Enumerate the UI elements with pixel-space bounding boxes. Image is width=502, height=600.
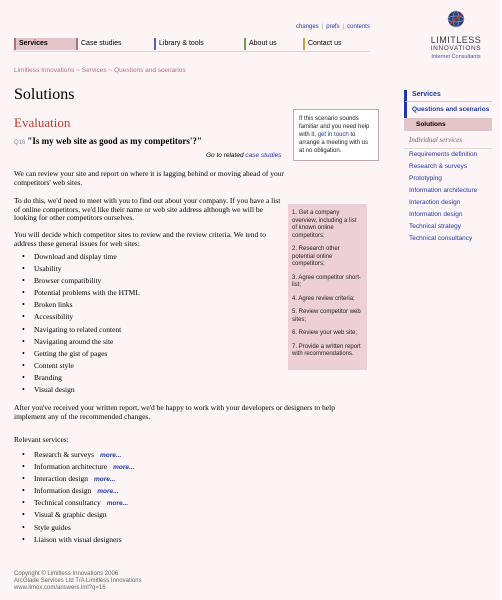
utility-links: changes | prefs | contents	[296, 24, 370, 30]
related-prefix: Go to related	[206, 152, 244, 159]
question-heading	[14, 136, 202, 146]
nav-divider	[14, 51, 370, 52]
relevant-services-heading: Relevant services:	[14, 435, 69, 444]
more-link[interactable]: more...	[97, 488, 119, 496]
footer	[14, 571, 142, 592]
contents-link[interactable]: contents	[347, 24, 370, 30]
nav-about-us[interactable]: About us	[244, 38, 303, 50]
nav-case-studies[interactable]: Case studies	[76, 38, 151, 50]
section-title: Evaluation	[14, 115, 71, 130]
more-link[interactable]: more...	[93, 476, 116, 484]
service-item: • Information design more...	[22, 485, 134, 497]
nav-services[interactable]: Services	[14, 38, 77, 50]
sidebar-item-info-architecture[interactable]: Information architecture	[409, 186, 478, 194]
sidebar-item-technical-strategy[interactable]: Technical strategy	[409, 222, 462, 230]
step-item: 2. Research other potential online competitors;	[292, 246, 340, 267]
service-item: • Interaction design more...	[22, 473, 134, 485]
more-link[interactable]: more...	[113, 464, 135, 472]
issues-list	[22, 251, 140, 396]
service-item: • Style guides	[22, 522, 134, 534]
sidebar-group-label: Individual services	[404, 131, 492, 149]
logo[interactable]	[416, 10, 496, 60]
criteria-paragraph: You will decide which competitor sites to review and the review criteria. We tend to address these general issues for web sites:	[14, 230, 266, 248]
list-item: • Visual design	[22, 384, 140, 396]
closing-paragraph: After you've received your written report, we'd be happy to work with your developers or designers to help implement any of the recommended changes.	[14, 403, 335, 421]
sidebar-item-interaction-design[interactable]: Interaction design	[409, 198, 461, 206]
step-item: 1. Get a company overview, including a list of known online competitors;	[292, 210, 357, 239]
page-url: www.limox.com/answers.lml?q=16	[14, 585, 106, 591]
sidebar-item-research[interactable]: Research & surveys	[409, 162, 468, 170]
service-item: • Research & surveys more...	[22, 449, 134, 461]
sidebar	[404, 90, 492, 245]
get-in-touch-link[interactable]: get in touch	[317, 132, 349, 138]
service-item: • Technical consultancy more...	[22, 497, 134, 509]
sidebar-item-information-design[interactable]: Information design	[409, 210, 463, 218]
more-link[interactable]: more...	[106, 500, 129, 508]
process-steps-panel	[288, 204, 367, 370]
step-item: 4. Agree review criteria;	[292, 295, 355, 302]
sidebar-item-requirements[interactable]: Requirements definition	[409, 150, 478, 158]
company-text: ArcGlade Services Ltd T/A Limitless Innovations	[14, 578, 142, 584]
list-item: • Browser compatibility	[22, 275, 140, 287]
list-item: • Content style	[22, 360, 140, 372]
globe-icon	[447, 10, 465, 28]
list-item: • Getting the gist of pages	[22, 348, 140, 360]
sidebar-heading[interactable]: Services	[404, 90, 492, 102]
more-link[interactable]: more...	[99, 452, 122, 459]
list-item: • Potential problems with the HTML	[22, 287, 140, 299]
meeting-paragraph: To do this, we'd need to meet with you to find out about your company. If you have a list of online competitors, we'd like their name or web site address although we will be looking for other competitors ourselves.	[14, 196, 281, 222]
sidebar-item-solutions[interactable]: Solutions	[404, 118, 492, 131]
breadcrumb[interactable]: Limitless Innovations ~ Services ~ Questions and scenarios	[14, 67, 186, 74]
step-item: 3. Agree competitor short-list;	[292, 274, 362, 288]
list-item: • Branding	[22, 372, 140, 384]
list-item: • Download and display time	[22, 251, 140, 263]
related-case-studies	[206, 152, 282, 159]
step-item: 5. Review competitor web sites;	[292, 309, 361, 323]
logo-name: LIMITLESS	[430, 35, 482, 45]
logo-tagline: Internet Consultants	[431, 54, 481, 60]
intro-paragraph: We can review your site and report on where it is lagging behind or moving ahead of your competitors' web sites.	[14, 169, 284, 187]
changes-link[interactable]: changes	[296, 24, 319, 30]
prefs-link[interactable]: prefs	[326, 24, 340, 30]
page-title: Solutions	[14, 86, 75, 103]
step-item: 6. Review your web site;	[292, 330, 358, 336]
callout-text: If this scenario sounds familiar and you need help with it,	[299, 116, 370, 138]
sidebar-item-technical-consultancy[interactable]: Technical consultancy	[409, 234, 473, 242]
callout-text-end: to arrange a meeting with us at no obligation.	[299, 132, 369, 154]
case-studies-link[interactable]: case studies	[245, 152, 282, 159]
logo-name-2: INNOVATIONS	[430, 45, 482, 52]
service-item: • Visual & graphic design	[22, 509, 134, 521]
question-number: Q16	[14, 140, 26, 146]
service-item: • Liaison with visual designers	[22, 534, 134, 546]
step-item: 7. Provide a written report with recommendations.	[292, 343, 361, 357]
relevant-services-list	[22, 449, 134, 546]
sidebar-item-questions[interactable]: Questions and scenarios	[404, 102, 492, 118]
list-item: • Broken links	[22, 299, 140, 311]
list-item: • Accessibility	[22, 311, 140, 323]
sidebar-item-prototyping[interactable]: Prototyping	[409, 174, 442, 182]
list-item: • Navigating around the site	[22, 336, 140, 348]
question-text: "Is my web site as good as my competitors'?"	[27, 136, 202, 146]
list-item: • Usability	[22, 263, 140, 275]
nav-library-tools[interactable]: Library & tools	[154, 38, 239, 50]
copyright-text: Copyright © Limitless Innovations 2006	[14, 571, 119, 577]
contact-callout	[293, 109, 379, 161]
list-item: • Navigating to related content	[22, 324, 140, 336]
service-item: • Information architecture more...	[22, 461, 134, 473]
nav-contact-us[interactable]: Contact us	[303, 38, 373, 50]
